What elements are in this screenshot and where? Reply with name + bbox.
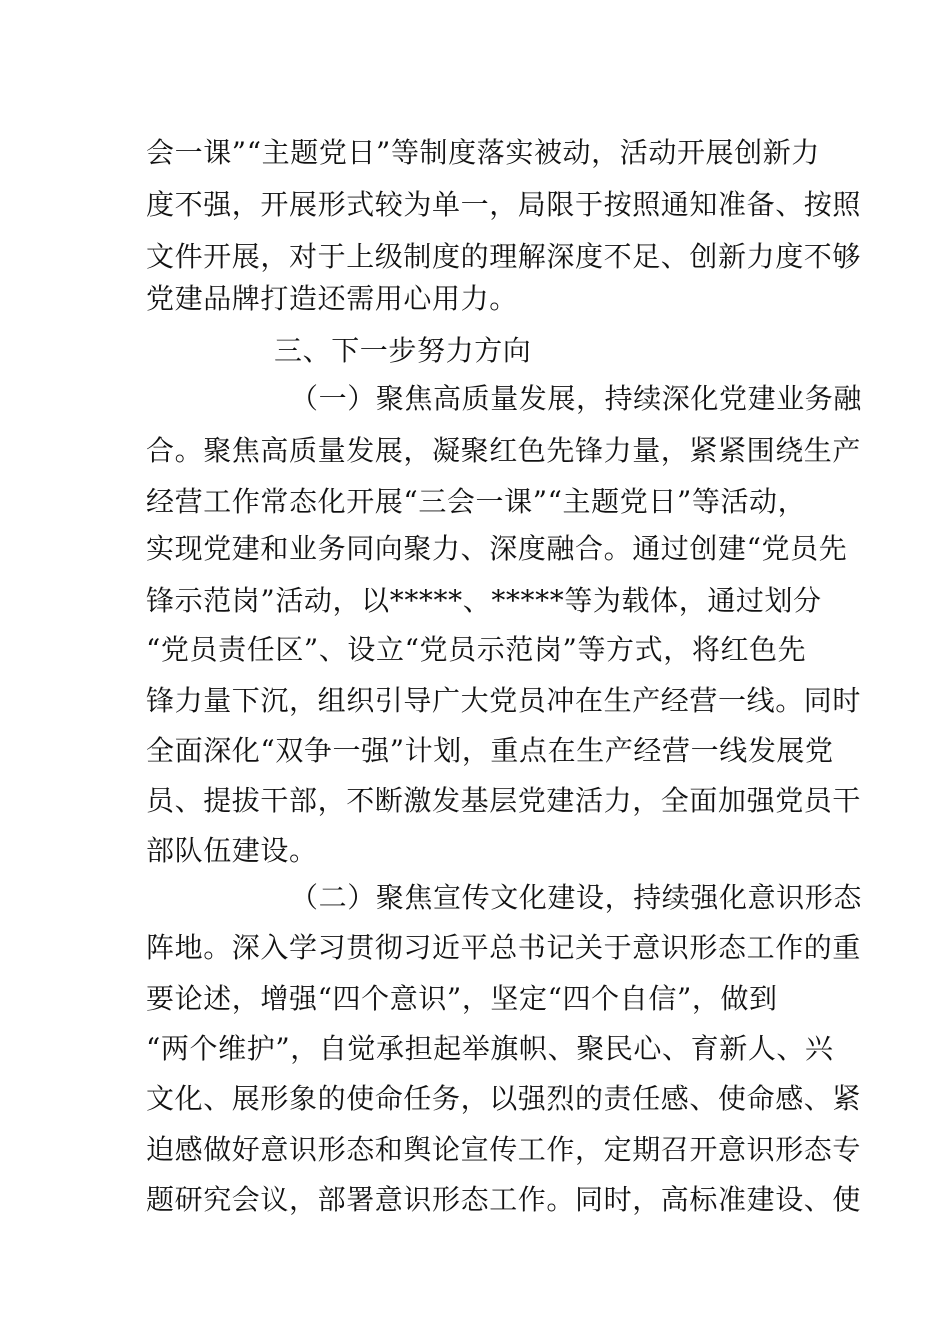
text-line: “党员责任区”、设立“党员示范岗”等方式，将红色先 [146,633,807,666]
text-line: 部队伍建设。 [146,834,318,867]
text-line: 党建品牌打造还需用心用力。 [146,282,518,315]
text-line: 会一课”“主题党日”等制度落实被动，活动开展创新力 [146,136,820,169]
text-line: 题研究会议，部署意识形态工作。同时，高标准建设、使 [146,1183,862,1216]
text-line: 锋力量下沉，组织引导广大党员冲在生产经营一线。同时 [146,684,862,717]
section-heading: 三、下一步努力方向 [274,334,532,367]
text-line: 文件开展，对于上级制度的理解深度不足、创新力度不够 [146,240,862,273]
text-line: “两个维护”，自觉承担起举旗帜、聚民心、育新人、兴 [146,1032,834,1065]
text-line: 迫感做好意识形态和舆论宣传工作，定期召开意识形态专 [146,1133,862,1166]
text-line: 锋示范岗”活动，以*****、*****等为载体，通过划分 [146,584,822,617]
text-line: 实现党建和业务同向聚力、深度融合。通过创建“党员先 [146,532,848,565]
text-line: 文化、展形象的使命任务，以强烈的责任感、使命感、紧 [146,1082,862,1115]
text-line: 阵地。深入学习贯彻习近平总书记关于意识形态工作的重 [146,931,862,964]
text-line: 度不强，开展形式较为单一，局限于按照通知准备、按照 [146,188,862,221]
text-line: 要论述，增强“四个意识”，坚定“四个自信”，做到 [146,982,778,1015]
text-line: 经营工作常态化开展“三会一课”“主题党日”等活动， [146,485,807,518]
text-line: 全面深化“双争一强”计划，重点在生产经营一线发展党 [146,734,834,767]
subsection-heading: （二）聚焦宣传文化建设，持续强化意识形态 [290,881,863,914]
text-line: 合。聚焦高质量发展，凝聚红色先锋力量，紧紧围绕生产 [146,434,862,467]
text-line: 员、提拔干部，不断激发基层党建活力，全面加强党员干 [146,784,862,817]
subsection-heading: （一）聚焦高质量发展，持续深化党建业务融 [290,382,863,415]
